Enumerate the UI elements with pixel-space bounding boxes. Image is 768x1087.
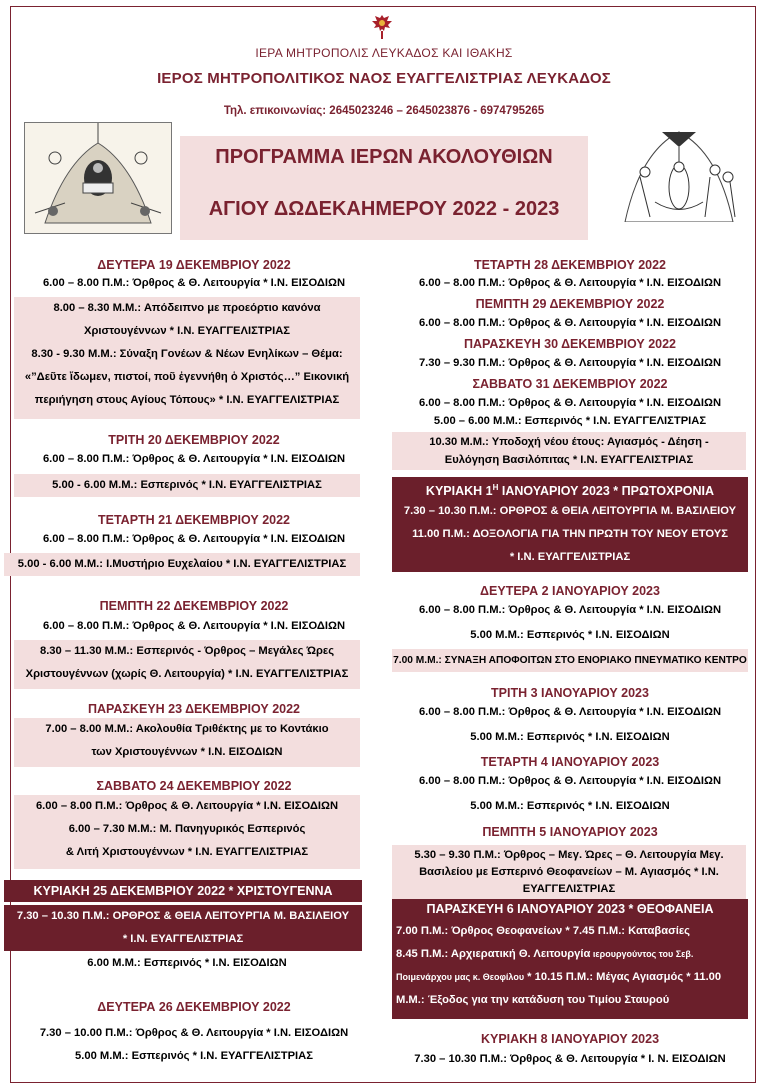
service-line: 5.00 Μ.Μ.: Εσπερινός * Ι.Ν. ΕΙΣΟΔΙΩΝ bbox=[470, 629, 670, 641]
service-line: 7.30 – 10.00 Π.Μ.: Όρθρος & Θ. Λειτουργία * Ι.Ν. ΕΙΣΟΔΙΩΝ bbox=[39, 1027, 349, 1039]
service-line: 6.00 Μ.Μ.: Εσπερινός * Ι.Ν. ΕΙΣΟΔΙΩΝ bbox=[87, 957, 287, 969]
day-heading: ΔΕΥΤΕΡΑ 26 ΔΕΚΕΜΒΡΙΟΥ 2022 bbox=[97, 1000, 291, 1014]
contact-phone: Τηλ. επικοινωνίας: 2645023246 – 2645023876 - 6974795265 bbox=[223, 105, 545, 117]
page-subtitle: ΑΓΙΟΥ ΔΩΔΕΚΑΗΜΕΡΟΥ 2022 - 2023 bbox=[208, 198, 560, 220]
service-line: Βασιλείου με Εσπερινό Θεοφανείων – Μ. Αγιασμός * Ι.Ν. bbox=[392, 864, 746, 881]
service-line: & Λιτή Χριστουγέννων * Ι.Ν. ΕΥΑΓΓΕΛΙΣΤΡΙΑΣ bbox=[14, 841, 360, 869]
service-line: Μ.Μ.: Έξοδος για την κατάδυση του Τιμίου Σταυρού bbox=[392, 989, 748, 1019]
service-line: περιήγηση στους Αγίους Τόπους» * Ι.Ν. ΕΥΑΓΓΕΛΙΣΤΡΙΑΣ bbox=[14, 389, 360, 419]
service-line: * Ι.Ν. ΕΥΑΓΓΕΛΙΣΤΡΙΑΣ bbox=[392, 546, 748, 572]
feast-heading-new-year: ΚΥΡΙΑΚΗ $1^H$ ΙΑΝΟΥΑΡΙΟΥ 2023 * ΠΡΩΤΟΧΡΟΝΙΑ bbox=[392, 477, 748, 502]
service-line: 6.00 – 8.00 Π.Μ.: Όρθρος & Θ. Λειτουργία * Ι.Ν. ΕΙΣΟΔΙΩΝ bbox=[418, 317, 722, 329]
service-line: 5.00 - 6.00 Μ.Μ.: Εσπερινός * Ι.Ν. ΕΥΑΓΓΕΛΙΣΤΡΙΑΣ bbox=[14, 474, 360, 497]
service-line: 5.00 Μ.Μ.: Εσπερινός * Ι.Ν. ΕΙΣΟΔΙΩΝ bbox=[470, 800, 670, 812]
service-line: 7.30 – 10.30 Π.Μ.: ΟΡΘΡΟΣ & ΘΕΙΑ ΛΕΙΤΟΥΡΓΙΑ Μ. ΒΑΣΙΛΕΙΟΥ bbox=[392, 500, 748, 523]
church-name: ΙΕΡΟΣ ΜΗΤΡΟΠΟΛΙΤΙΚΟΣ ΝΑΟΣ ΕΥΑΓΓΕΛΙΣΤΡΙΑΣ ΛΕΥΚΑΔΟΣ bbox=[157, 70, 611, 87]
day-heading: ΤΕΤΑΡΤΗ 4 ΙΑΝΟΥΑΡΙΟΥ 2023 bbox=[480, 755, 660, 769]
service-line: 7.00 Μ.Μ.: ΣΥΝΑΞΗ ΑΠΟΦΟΙΤΩΝ ΣΤΟ ΕΝΟΡΙΑΚΟ ΠΝΕΥΜΑΤΙΚΟ ΚΕΝΤΡΟ bbox=[392, 649, 748, 672]
day-heading: ΤΡΙΤΗ 20 ΔΕΚΕΜΒΡΙΟΥ 2022 bbox=[108, 433, 280, 447]
service-line: 11.00 Π.Μ.: ΔΟΞΟΛΟΓΙΑ ΓΙΑ ΤΗΝ ΠΡΩΤΗ ΤΟΥ ΝΕΟΥ ΕΤΟΥΣ bbox=[392, 523, 748, 546]
service-line: 7.30 – 9.30 Π.Μ.: Όρθρος & Θ. Λειτουργία * Ι.Ν. ΕΙΣΟΔΙΩΝ bbox=[418, 357, 722, 369]
service-line: 6.00 – 8.00 Π.Μ.: Όρθρος & Θ. Λειτουργία * Ι.Ν. ΕΙΣΟΔΙΩΝ bbox=[418, 706, 722, 718]
service-line: Χριστουγέννων (χωρίς Θ. Λειτουργία) * Ι.Ν. ΕΥΑΓΓΕΛΙΣΤΡΙΑΣ bbox=[14, 663, 360, 689]
service-line: 5.00 Μ.Μ.: Εσπερινός * Ι.Ν. ΕΥΑΓΓΕΛΙΣΤΡΙΑΣ bbox=[75, 1050, 313, 1062]
service-line: 5.00 - 6.00 Μ.Μ.: Ι.Μυστήριο Ευχελαίου * Ι.Ν. ΕΥΑΓΓΕΛΙΣΤΡΙΑΣ bbox=[4, 553, 360, 576]
day-heading: ΔΕΥΤΕΡΑ 2 ΙΑΝΟΥΑΡΙΟΥ 2023 bbox=[480, 584, 660, 598]
service-line: 6.00 – 8.00 Π.Μ.: Όρθρος & Θ. Λειτουργία * Ι.Ν. ΕΙΣΟΔΙΩΝ bbox=[42, 533, 346, 545]
nativity-icon bbox=[24, 122, 172, 234]
day-heading: ΤΕΤΑΡΤΗ 21 ΔΕΚΕΜΒΡΙΟΥ 2022 bbox=[97, 513, 291, 527]
service-line: 7.30 – 10.30 Π.Μ.: Όρθρος & Θ. Λειτουργία * Ι. Ν. ΕΙΣΟΔΙΩΝ bbox=[414, 1053, 726, 1065]
day-heading: ΠΕΜΠΤΗ 5 ΙΑΝΟΥΑΡΙΟΥ 2023 bbox=[482, 825, 658, 839]
service-line: 7.30 – 10.30 Π.Μ.: ΟΡΘΡΟΣ & ΘΕΙΑ ΛΕΙΤΟΥΡΓΙΑ Μ. ΒΑΣΙΛΕΙΟΥ bbox=[4, 905, 362, 928]
day-heading: ΤΕΤΑΡΤΗ 28 ΔΕΚΕΜΒΡΙΟΥ 2022 bbox=[473, 258, 667, 272]
day-heading: ΤΡΙΤΗ 3 ΙΑΝΟΥΑΡΙΟΥ 2023 bbox=[491, 686, 649, 700]
day-heading: ΚΥΡΙΑΚΗ 8 ΙΑΝΟΥΑΡΙΟΥ 2023 bbox=[480, 1032, 660, 1046]
service-line: 5.00 Μ.Μ.: Εσπερινός * Ι.Ν. ΕΙΣΟΔΙΩΝ bbox=[470, 731, 670, 743]
service-line: 5.00 – 6.00 Μ.Μ.: Εσπερινός * Ι.Ν. ΕΥΑΓΓΕΛΙΣΤΡΙΑΣ bbox=[433, 415, 707, 427]
service-line: 8.45 Π.Μ.: Αρχιερατική Θ. Λειτουργία ιερουργούντος του Σεβ. bbox=[392, 943, 748, 966]
double-headed-eagle-icon bbox=[370, 12, 394, 42]
service-line: 8.30 - 9.30 Μ.Μ.: Σύναξη Γονέων & Νέων Ενηλίκων – Θέμα: bbox=[14, 343, 360, 366]
service-line: 6.00 – 8.00 Π.Μ.: Όρθρος & Θ. Λειτουργία * Ι.Ν. ΕΙΣΟΔΙΩΝ bbox=[418, 277, 722, 289]
day-heading: ΠΑΡΑΣΚΕΥΗ 23 ΔΕΚΕΜΒΡΙΟΥ 2022 bbox=[87, 702, 301, 716]
service-line: 6.00 – 8.00 Π.Μ.: Όρθρος & Θ. Λειτουργία * Ι.Ν. ΕΙΣΟΔΙΩΝ bbox=[418, 775, 722, 787]
service-line: 8.30 – 11.30 Μ.Μ.: Εσπερινός - Όρθρος – Μεγάλες Ώρες bbox=[14, 640, 360, 663]
service-line: * Ι.Ν. ΕΥΑΓΓΕΛΙΣΤΡΙΑΣ bbox=[4, 928, 362, 951]
service-line: 6.00 – 8.00 Π.Μ.: Όρθρος & Θ. Λειτουργία * Ι.Ν. ΕΙΣΟΔΙΩΝ bbox=[42, 620, 346, 632]
day-heading: ΠΑΡΑΣΚΕΥΗ 30 ΔΕΚΕΜΒΡΙΟΥ 2022 bbox=[463, 337, 677, 351]
service-line: Ποιμενάρχου μας κ. Θεοφίλου * 10.15 Π.Μ.: Μέγας Αγιασμός * 11.00 bbox=[392, 966, 748, 989]
day-heading: ΠΕΜΠΤΗ 29 ΔΕΚΕΜΒΡΙΟΥ 2022 bbox=[475, 297, 665, 311]
service-line: 8.00 – 8.30 Μ.Μ.: Απόδειπνο με προεόρτιο κανόνα bbox=[14, 297, 360, 320]
service-line: των Χριστουγέννων * Ι.Ν. ΕΙΣΟΔΙΩΝ bbox=[14, 741, 360, 767]
service-line: 5.30 – 9.30 Π.Μ.: Όρθρος – Μεγ. Ώρες – Θ. Λειτουργία Μεγ. bbox=[392, 845, 746, 864]
day-heading: ΣΑΒΒΑΤΟ 24 ΔΕΚΕΜΒΡΙΟΥ 2022 bbox=[96, 779, 292, 793]
page-title: ΠΡΟΓΡΑΜΜΑ ΙΕΡΩΝ ΑΚΟΛΟΥΘΙΩΝ bbox=[215, 146, 553, 168]
service-line: 6.00 – 8.00 Π.Μ.: Όρθρος & Θ. Λειτουργία * Ι.Ν. ΕΙΣΟΔΙΩΝ bbox=[418, 604, 722, 616]
service-line: 10.30 Μ.Μ.: Υποδοχή νέου έτους: Αγιασμός - Δέηση - bbox=[392, 432, 746, 452]
day-heading: ΣΑΒΒΑΤΟ 31 ΔΕΚΕΜΒΡΙΟΥ 2022 bbox=[472, 377, 668, 391]
theophany-icon bbox=[610, 122, 748, 222]
metropolis-name: ΙΕΡΑ ΜΗΤΡΟΠΟΛΙΣ ΛΕΥΚΑΔΟΣ ΚΑΙ ΙΘΑΚΗΣ bbox=[255, 46, 513, 60]
service-line: 6.00 – 8.00 Π.Μ.: Όρθρος & Θ. Λειτουργία * Ι.Ν. ΕΙΣΟΔΙΩΝ bbox=[42, 277, 346, 289]
title-banner bbox=[180, 136, 588, 240]
service-line: Χριστουγέννων * Ι.Ν. ΕΥΑΓΓΕΛΙΣΤΡΙΑΣ bbox=[14, 320, 360, 343]
service-line: 7.00 Π.Μ.: Όρθρος Θεοφανείων * 7.45 Π.Μ.: Καταβασίες bbox=[392, 920, 748, 943]
service-line: 6.00 – 8.00 Π.Μ.: Όρθρος & Θ. Λειτουργία * Ι.Ν. ΕΙΣΟΔΙΩΝ bbox=[42, 453, 346, 465]
feast-heading-christmas: ΚΥΡΙΑΚΗ 25 ΔΕΚΕΜΒΡΙΟΥ 2022 * ΧΡΙΣΤΟΥΓΕΝΝΑ bbox=[4, 880, 362, 902]
service-line: 6.00 – 7.30 Μ.Μ.: Μ. Πανηγυρικός Εσπερινός bbox=[14, 818, 360, 841]
service-line: 6.00 – 8.00 Π.Μ.: Όρθρος & Θ. Λειτουργία * Ι.Ν. ΕΙΣΟΔΙΩΝ bbox=[14, 795, 360, 818]
service-line: ΕΥΑΓΓΕΛΙΣΤΡΙΑΣ bbox=[392, 881, 746, 899]
service-line: «”Δεῦτε ἴδωμεν, πιστοί, ποῦ ἐγεννήθη ὁ Χριστός…” Εικονική bbox=[14, 366, 360, 389]
day-heading: ΠΕΜΠΤΗ 22 ΔΕΚΕΜΒΡΙΟΥ 2022 bbox=[99, 599, 289, 613]
feast-heading-theophany: ΠΑΡΑΣΚΕΥΗ 6 ΙΑΝΟΥΑΡΙΟΥ 2023 * ΘΕΟΦΑΝΕΙΑ bbox=[392, 899, 748, 920]
service-line: Ευλόγηση Βασιλόπιτας * Ι.Ν. ΕΥΑΓΓΕΛΙΣΤΡΙΑΣ bbox=[392, 452, 746, 470]
service-line: 7.00 – 8.00 Μ.Μ.: Ακολουθία Τριθέκτης με το Κοντάκιο bbox=[14, 718, 360, 741]
service-line: 6.00 – 8.00 Π.Μ.: Όρθρος & Θ. Λειτουργία * Ι.Ν. ΕΙΣΟΔΙΩΝ bbox=[418, 397, 722, 409]
day-heading: ΔΕΥΤΕΡΑ 19 ΔΕΚΕΜΒΡΙΟΥ 2022 bbox=[97, 258, 291, 272]
